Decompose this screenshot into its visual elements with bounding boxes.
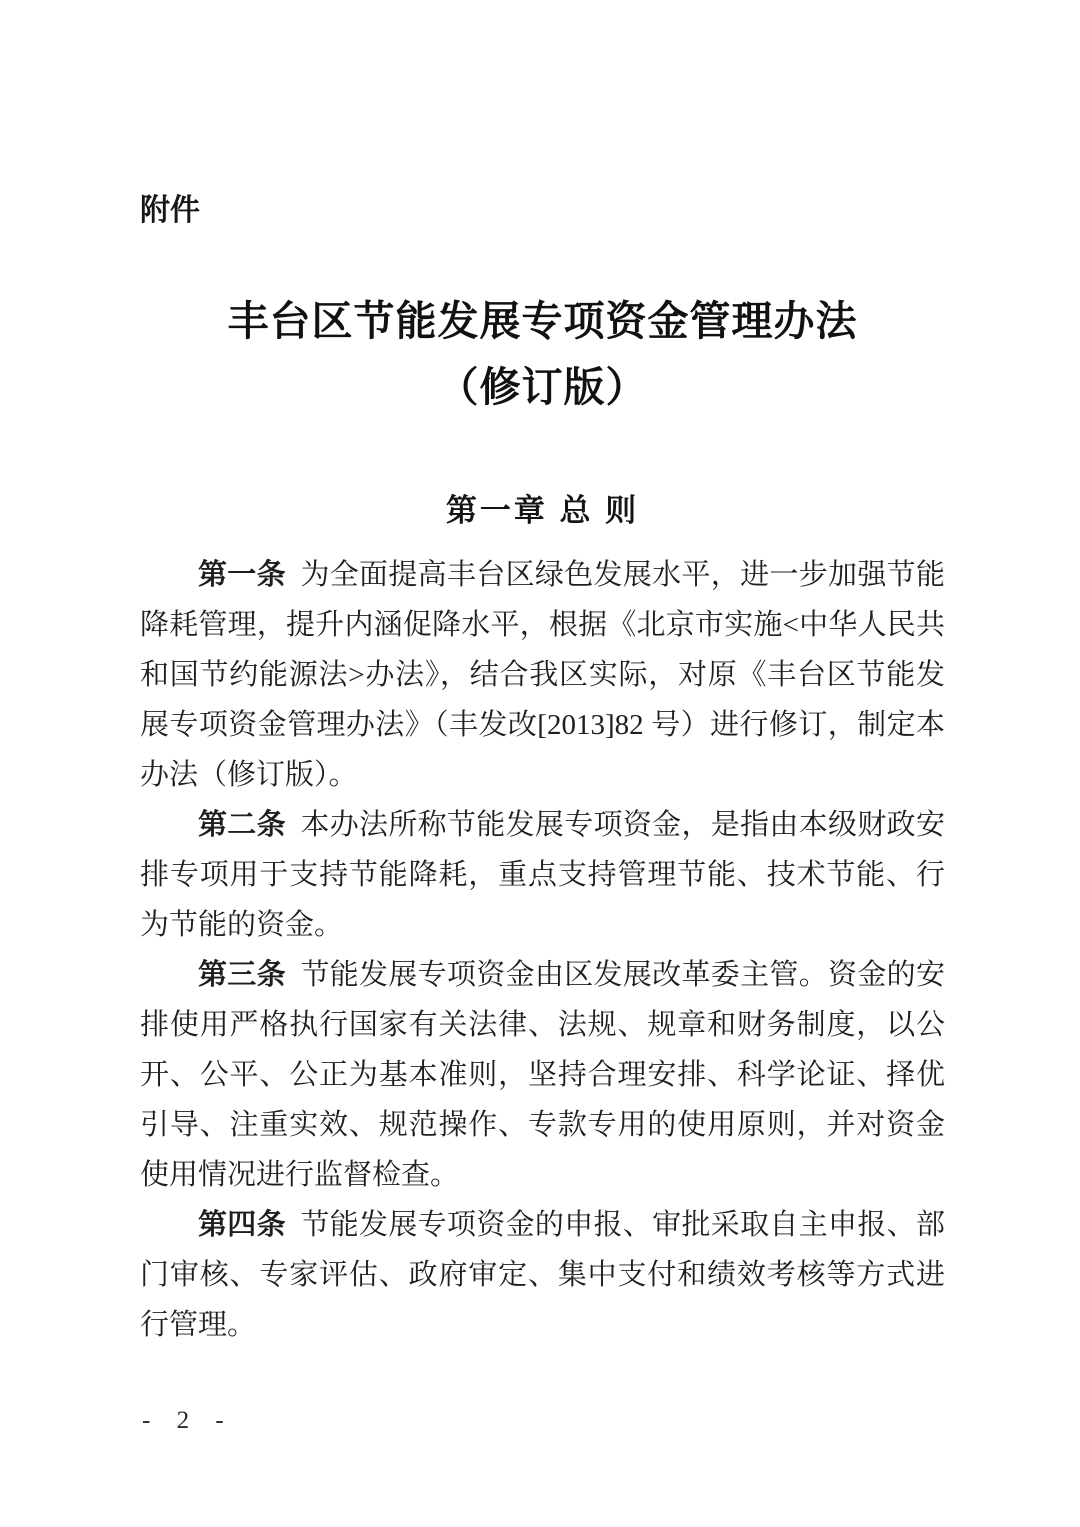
attachment-label: 附件 [140, 194, 200, 227]
article-4-text: 节能发展专项资金的申报、审批采取自主申报、部门审核、专家评估、政府审定、集中支付和绩效考核等方式进行管理。 [140, 1208, 945, 1341]
article-paragraph-2 [140, 800, 945, 950]
document-title [140, 288, 945, 421]
article-3-text: 节能发展专项资金由区发展改革委主管。资金的安排使用严格执行国家有关法律、法规、规章和财务制度，以公开、公平、公正为基本准则，坚持合理安排、科学论证、择优引导、注重实效、规范操作、专款专用的使用原则，并对资金使用情况进行监督检查。 [140, 958, 945, 1191]
article-1-text: 为全面提高丰台区绿色发展水平，进一步加强节能降耗管理，提升内涵促降水平，根据《北京市实施<中华人民共和国节约能源法>办法》，结合我区实际，对原《丰台区节能发展专项资金管理办法》（丰发改[2013]82 号）进行修订，制定本办法（修订版）。 [140, 558, 945, 791]
article-3-label: 第三条 [198, 958, 286, 991]
article-paragraph-3 [140, 950, 945, 1200]
article-1-label: 第一条 [198, 558, 286, 591]
article-paragraph-1 [140, 550, 945, 800]
article-paragraph-4 [140, 1200, 945, 1350]
article-2-text: 本办法所称节能发展专项资金，是指由本级财政安排专项用于支持节能降耗，重点支持管理节能、技术节能、行为节能的资金。 [140, 808, 945, 941]
article-2-label: 第二条 [198, 808, 286, 841]
document-title-line1: 丰台区节能发展专项资金管理办法 [227, 298, 858, 344]
page-number: - 2 - [142, 1407, 234, 1434]
chapter-heading: 第一章 总 则 [445, 492, 640, 528]
document-body [140, 550, 945, 1350]
article-4-label: 第四条 [198, 1208, 286, 1241]
document-title-line2: （修订版） [437, 364, 648, 411]
